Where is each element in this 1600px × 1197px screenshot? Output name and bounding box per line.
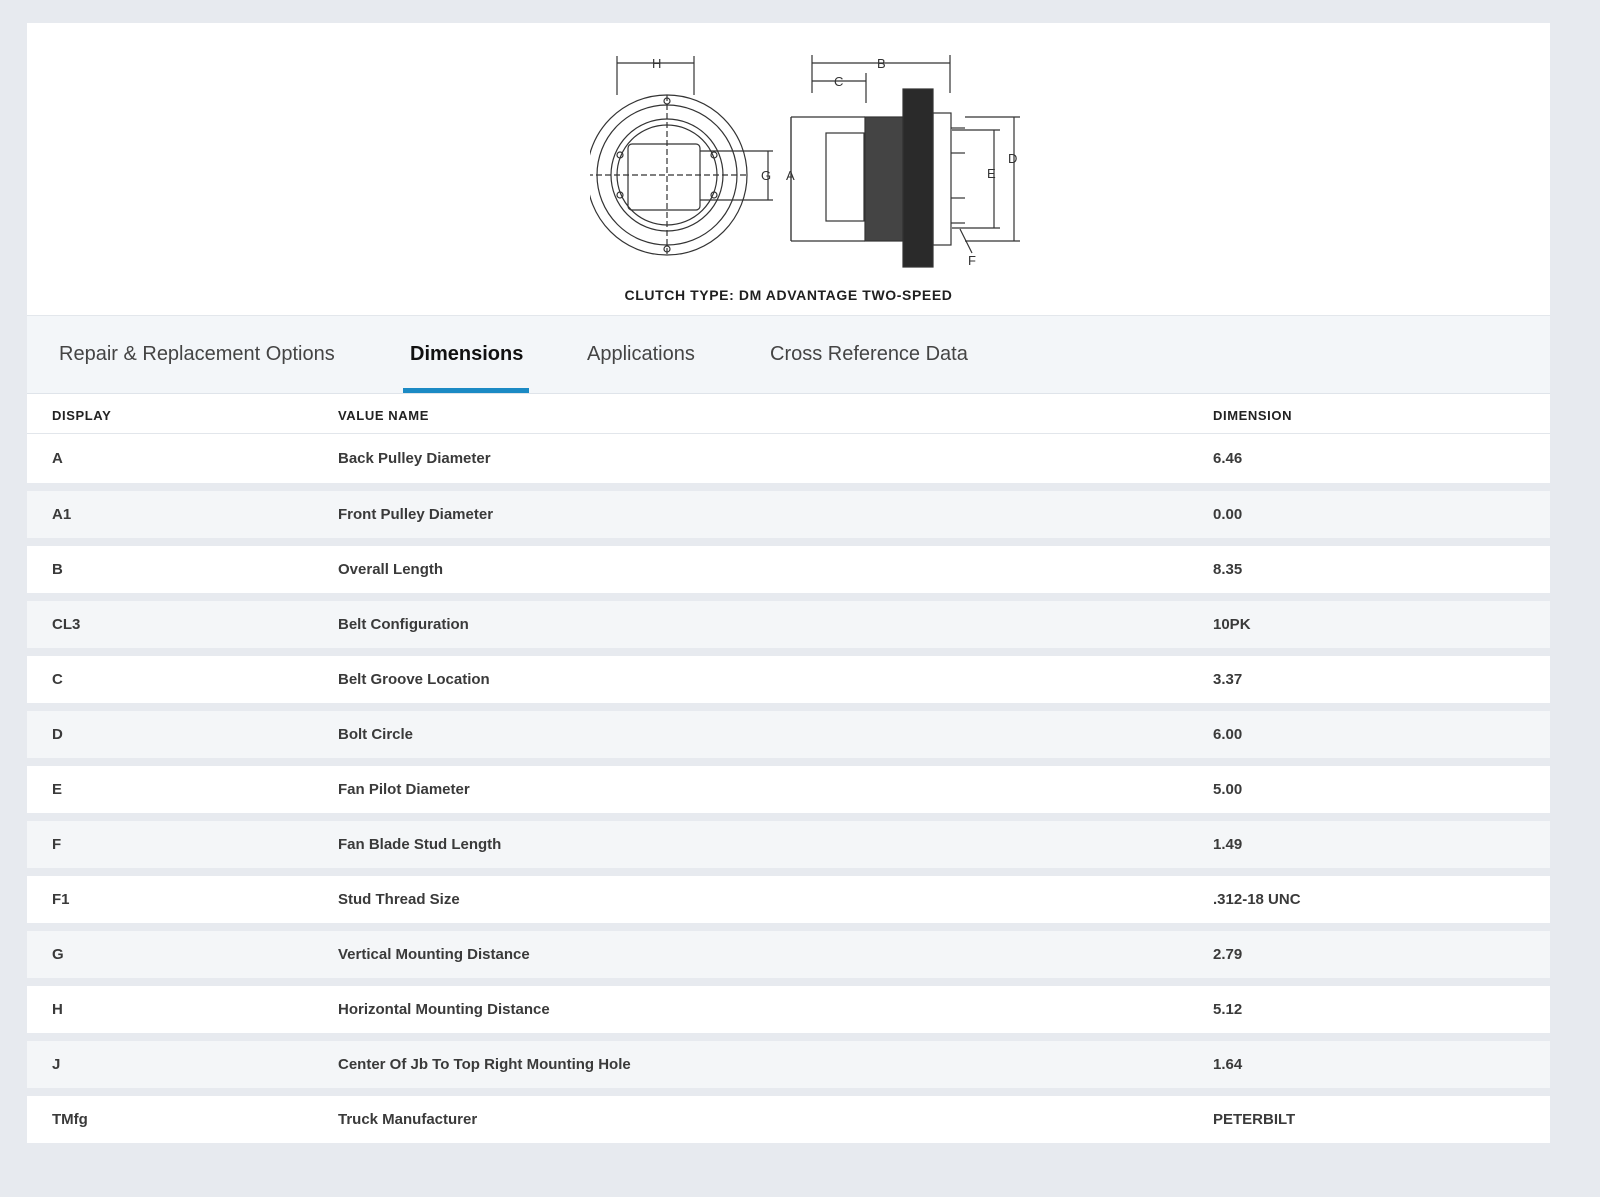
cell-display: F bbox=[52, 836, 62, 853]
cell-value-name: Front Pulley Diameter bbox=[338, 506, 494, 523]
header-dimension: DIMENSION bbox=[1213, 408, 1293, 423]
tab-bar bbox=[27, 315, 1550, 394]
cell-value-name: Back Pulley Diameter bbox=[338, 450, 491, 467]
diagram-label-a: A bbox=[786, 168, 795, 183]
diagram-label-c: C bbox=[834, 74, 844, 89]
cell-display: F1 bbox=[52, 891, 70, 908]
clutch-diagram-panel bbox=[27, 23, 1550, 315]
cell-value-name: Belt Groove Location bbox=[338, 671, 490, 688]
table-row bbox=[27, 601, 1550, 648]
cell-dimension: 2.79 bbox=[1213, 946, 1243, 963]
table-row bbox=[27, 656, 1550, 703]
cell-dimension: .312-18 UNC bbox=[1213, 891, 1301, 908]
cell-dimension: 5.00 bbox=[1213, 781, 1243, 798]
cell-value-name: Stud Thread Size bbox=[338, 891, 460, 908]
cell-dimension: 1.49 bbox=[1213, 836, 1243, 853]
cell-dimension: 0.00 bbox=[1213, 506, 1243, 523]
header-display: DISPLAY bbox=[52, 408, 112, 423]
table-row bbox=[27, 1041, 1550, 1088]
cell-dimension: 3.37 bbox=[1213, 671, 1243, 688]
table-row bbox=[27, 546, 1550, 593]
cell-value-name: Vertical Mounting Distance bbox=[338, 946, 530, 963]
product-card bbox=[27, 23, 1550, 1143]
cell-display: J bbox=[52, 1056, 61, 1073]
table-header bbox=[27, 394, 1550, 434]
cell-value-name: Fan Pilot Diameter bbox=[338, 781, 470, 798]
diagram-label-f: F bbox=[968, 253, 976, 268]
header-value-name: VALUE NAME bbox=[338, 408, 429, 423]
dimensions-table-body bbox=[27, 434, 1550, 1143]
cell-dimension: 6.46 bbox=[1213, 450, 1243, 467]
table-row bbox=[27, 986, 1550, 1033]
tab-dimensions[interactable]: Dimensions bbox=[410, 343, 524, 365]
cell-value-name: Bolt Circle bbox=[338, 726, 414, 743]
tab-repair-replacement[interactable]: Repair & Replacement Options bbox=[59, 343, 335, 365]
cell-display: E bbox=[52, 781, 63, 798]
table-row bbox=[27, 434, 1550, 483]
diagram-label-d: D bbox=[1008, 151, 1018, 166]
table-row bbox=[27, 931, 1550, 978]
cell-display: CL3 bbox=[52, 616, 81, 633]
cell-value-name: Horizontal Mounting Distance bbox=[338, 1001, 550, 1018]
table-row bbox=[27, 1096, 1550, 1143]
cell-dimension: 10PK bbox=[1213, 616, 1251, 633]
cell-display: C bbox=[52, 671, 63, 688]
tab-applications[interactable]: Applications bbox=[587, 343, 695, 365]
table-row bbox=[27, 711, 1550, 758]
cell-value-name: Belt Configuration bbox=[338, 616, 469, 633]
cell-dimension: 8.35 bbox=[1213, 561, 1243, 578]
cell-value-name: Truck Manufacturer bbox=[338, 1111, 478, 1128]
diagram-label-b: B bbox=[877, 56, 886, 71]
cell-display: A bbox=[52, 450, 63, 467]
cell-display: TMfg bbox=[52, 1111, 88, 1128]
cell-value-name: Fan Blade Stud Length bbox=[338, 836, 502, 853]
table-row bbox=[27, 766, 1550, 813]
diagram-label-e: E bbox=[987, 166, 996, 181]
active-tab-indicator bbox=[403, 388, 529, 393]
tab-cross-reference[interactable]: Cross Reference Data bbox=[770, 343, 968, 365]
clutch-type-caption: CLUTCH TYPE: DM ADVANTAGE TWO-SPEED bbox=[624, 287, 953, 303]
diagram-label-h: H bbox=[652, 56, 662, 71]
cell-value-name: Center Of Jb To Top Right Mounting Hole bbox=[338, 1056, 631, 1073]
cell-dimension: 1.64 bbox=[1213, 1056, 1243, 1073]
cell-display: G bbox=[52, 946, 64, 963]
cell-display: A1 bbox=[52, 506, 72, 523]
table-row bbox=[27, 821, 1550, 868]
clutch-dimension-diagram bbox=[590, 33, 1040, 273]
cell-display: H bbox=[52, 1001, 63, 1018]
cell-dimension: 6.00 bbox=[1213, 726, 1243, 743]
table-row bbox=[27, 491, 1550, 538]
table-row bbox=[27, 876, 1550, 923]
cell-value-name: Overall Length bbox=[338, 561, 444, 578]
diagram-label-g: G bbox=[761, 168, 772, 183]
cell-dimension: 5.12 bbox=[1213, 1001, 1243, 1018]
cell-dimension: PETERBILT bbox=[1213, 1111, 1296, 1128]
cell-display: D bbox=[52, 726, 63, 743]
cell-display: B bbox=[52, 561, 63, 578]
